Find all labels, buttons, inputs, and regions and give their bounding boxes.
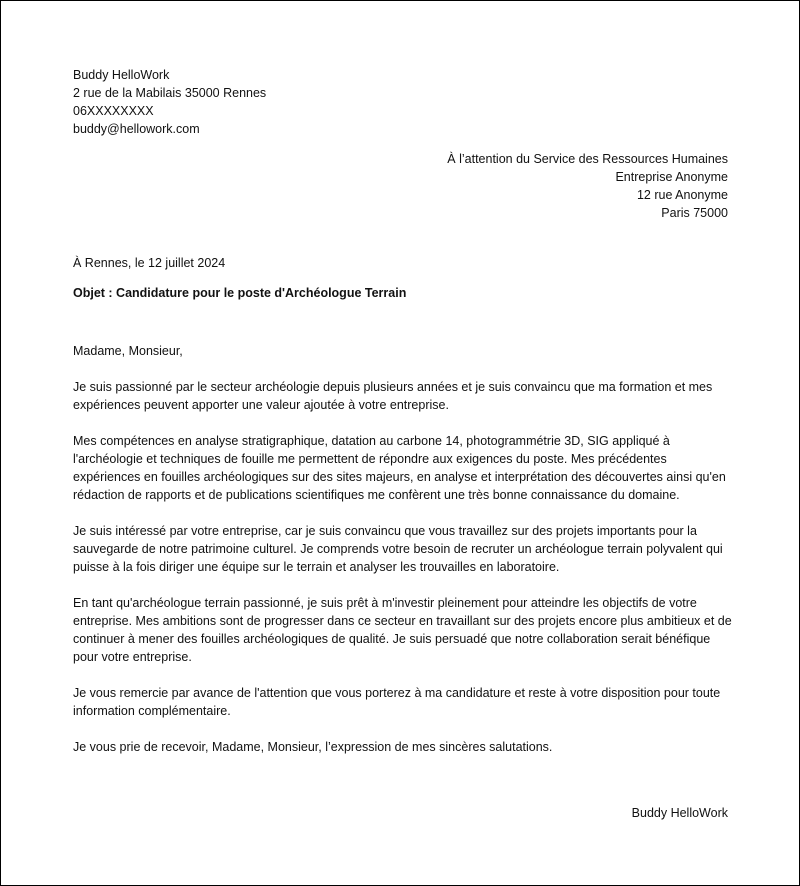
body-paragraph: Je suis intéressé par votre entreprise, car je suis convaincu que vous travaillez sur des projets importants pour la sauvegarde de notre patrimoine culturel. Je comprends votre besoin de recruter un archéologue terrain polyvalent qui puisse à la fois diriger une équipe sur le terrain et analyser les trouvailles en laboratoire. bbox=[73, 524, 723, 574]
closing-paragraph: Je vous prie de recevoir, Madame, Monsieur, l’expression de mes sincères salutations. bbox=[73, 740, 553, 754]
recipient-city: Paris 75000 bbox=[661, 206, 728, 220]
sender-name: Buddy HelloWork bbox=[73, 68, 170, 82]
sender-phone: 06XXXXXXXX bbox=[73, 104, 154, 118]
recipient-attention: À l’attention du Service des Ressources Humaines bbox=[447, 152, 728, 166]
sender-email: buddy@hellowork.com bbox=[73, 122, 200, 136]
body-paragraph: Mes compétences en analyse stratigraphique, datation au carbone 14, photogrammétrie 3D, SIG appliqué à l'archéologie et techniques de fouille me permettent de répondre aux exigences du poste. Mes précédentes expériences en fouilles archéologiques sur des sites majeurs, en analyse et interprétation des découvertes ainsi qu'en rédaction de rapports et de publications scientifiques me confèrent une très bonne connaissance du domaine. bbox=[73, 434, 726, 502]
body-paragraph: Je vous remercie par avance de l'attention que vous porterez à ma candidature et reste à votre disposition pour toute information complémentaire. bbox=[73, 686, 721, 718]
recipient-company: Entreprise Anonyme bbox=[615, 170, 728, 184]
sender-block bbox=[73, 66, 266, 138]
letter-date: À Rennes, le 12 juillet 2024 bbox=[73, 256, 226, 270]
signature: Buddy HelloWork bbox=[631, 806, 728, 820]
recipient-street: 12 rue Anonyme bbox=[636, 188, 728, 202]
salutation: Madame, Monsieur, bbox=[73, 344, 183, 358]
body-paragraph: Je suis passionné par le secteur archéologie depuis plusieurs années et je suis convaincu que ma formation et mes expériences peuvent apporter une valeur ajoutée à votre entreprise. bbox=[73, 380, 713, 412]
letter-body bbox=[73, 342, 733, 774]
sender-address: 2 rue de la Mabilais 35000 Rennes bbox=[73, 86, 267, 100]
body-paragraph: En tant qu'archéologue terrain passionné, je suis prêt à m'investir pleinement pour atteindre les objectifs de votre entreprise. Mes ambitions sont de progresser dans ce secteur en travaillant sur des projets encore plus ambitieux et de continuer à mener des fouilles archéologiques de qualité. Je suis persuadé que notre collaboration serait bénéfique pour votre entreprise. bbox=[73, 596, 732, 664]
letter-subject: Objet : Candidature pour le poste d'Archéologue Terrain bbox=[73, 286, 407, 300]
recipient-block bbox=[447, 150, 728, 222]
